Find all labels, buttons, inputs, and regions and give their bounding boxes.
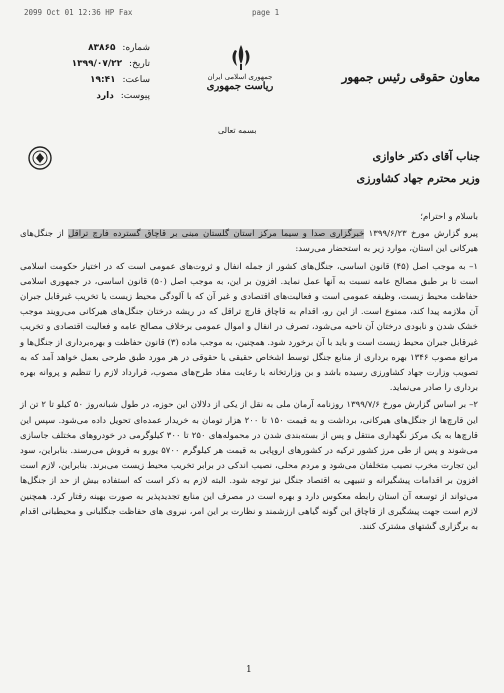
- addressee-line2: وزیر محترم جهاد کشاورزی: [356, 172, 480, 185]
- org-name: [200, 72, 280, 92]
- meta-number-label: شماره:: [122, 43, 150, 53]
- fax-header-page: page 1: [252, 8, 280, 17]
- meta-time-label: ساعت:: [122, 75, 150, 85]
- letter-meta: [20, 40, 150, 104]
- paragraph-1: ۱– به موجب اصل (۴۵) قانون اساسی، جنگل‌های کشور از جمله انفال و ثروت‌های عمومی است که در اختیار حکومت اسلامی است تا بر طبق مصالح عامه نسبت به آنها عمل نماید. افزون بر این، به موجب اصل (۵۰) قانون اساسی، در جمهوری اسلامی حفاظت محیط زیست، وظیفه عمومی است و فعالیت‌های اقتصادی و غیر آن که با آلودگی محیط زیست یا تخریب غیرقابل جبران آن ملازمه پیدا کند، ممنوع است. از این رو، اقدام به قاچاق قارچ تراقل که در ریشه درختان جنگل‌های هیرکانی می‌رویند موجب خشک شدن و نابودی درختان آن ناحیه می‌شود، تصرف در انفال و اموال عمومی برخلاف مصالح عامه و فعالیت اقتصادی و تخریب غیرقابل جبران محیط زیست است و باید با آن برخورد شود. همچنین، به موجب ماده (۳) قانون حفاظت و بهره‌برداری از جنگل‌ها و مراتع مصوب ۱۳۴۶ بهره برداری از منابع جنگل توسط اشخاص حقیقی یا حقوقی در هر مورد طبق طرحی بعمل خواهد آمد که به تصویب وزارت جهاد کشاورزی رسیده باشد و بن وزارتخانه با رعایت مفاد طرح‌های مصوب، قرارداد لازم را تنظیم و پروانه بهره برداری را صادر می‌نماید.: [20, 261, 479, 394]
- meta-attachment: [20, 88, 150, 104]
- org-line2: ریاست جمهوری: [206, 81, 274, 92]
- addressee-line1: جناب آقای دکتر خاوازی: [372, 150, 480, 163]
- page-number: 1: [246, 665, 252, 675]
- meta-attachment-label: پیوست:: [120, 91, 150, 101]
- meta-time-value: ۱۹:۴۱: [90, 75, 116, 85]
- recipient-title: معاون حقوقی رئیس جمهور: [341, 70, 480, 84]
- org-line1: جمهوری اسلامی ایران: [207, 73, 273, 81]
- fax-header-left: 2099 Oct 01 12:36 HP Fax: [24, 8, 133, 17]
- meta-number: [20, 40, 150, 56]
- meta-attachment-value: دارد: [96, 91, 114, 101]
- meta-number-value: ۸۳۸۶۵: [88, 43, 116, 53]
- meta-date-value: ۱۳۹۹/۰۷/۲۲: [71, 59, 123, 69]
- meta-date-label: تاریخ:: [129, 59, 150, 69]
- intro-part-b: از جنگل‌های هیرکانی این استان، موارد زیر به استحضار می‌رسد:: [20, 229, 478, 255]
- greeting: باسلام و احترام؛: [420, 212, 478, 222]
- intro-paragraph: [20, 227, 478, 257]
- intro-part-a: پیرو گزارش مورخ ۱۳۹۹/۶/۲۳: [364, 229, 479, 240]
- intro-highlight: خبرگزاری صدا و سیما مرکز استان گلستان مبنی بر قاچاق گسترده فارچ تراقل: [68, 229, 365, 240]
- letter-body: [20, 210, 478, 537]
- paragraph-2: ۲– بر اساس گزارش مورخ ۱۳۹۹/۷/۶ روزنامه آرمان ملی به نقل از یکی از دلالان این حوزه، در طول شبانه‌روز ۵۰ کیلو تا ۲ تن از این قارچ‌ها از جنگل‌های هیرکانی، برداشت و به قیمت ۱۵۰ تا ۲۰۰ هزار تومان به خریدار عمده‌ای تحویل داده می‌شود. سپس این قارچ‌ها به یک مرکز نگهداری منتقل و پس از بسته‌بندی شدن در محموله‌های ۲۵۰ تا ۳۰۰ کیلوگرمی در خودروهای مختلف جاسازی می‌شوند و پس از طی مرز کشور ترکیه در کشورهای اروپایی به قیمت هر کیلوگرم ۵۷۰۰ یورو به فروش می‌رسند. بنابراین، سود این تجارت مخرب نصیب متخلفان می‌شود و مردم محلی، نصیب اندکی در برابر تخریب محیط زیست می‌برند. بنابراین، لازم است افزون بر اقدامات پیشگیرانه و تنبیهی به اقتصاد جنگل نیز توجه شود. البته لازم به ذکر است که استفاده بیش از حد از جنگل‌ها می‌تواند از توسعه آن استان رابطه معکوس دارد و بهره است در مصرف این منابع تجدیدپذیر به صورت بهینه رفتار کرد. همچنین لازم است جهت پیشگیری از قاچاق این گونه گیاهی ارزشمند و نظارت بر این امر، نیروی های حفاظت جنگلبانی و محیطبانی اقدام به برگزاری گشتهای مشترک کنند.: [20, 400, 479, 533]
- meta-time: [20, 72, 150, 88]
- iran-emblem-icon: [226, 42, 256, 72]
- basmala: بسمه تعالی: [218, 126, 257, 135]
- addressee: [356, 146, 480, 190]
- meta-date: [20, 56, 150, 72]
- seal-icon: [28, 146, 52, 170]
